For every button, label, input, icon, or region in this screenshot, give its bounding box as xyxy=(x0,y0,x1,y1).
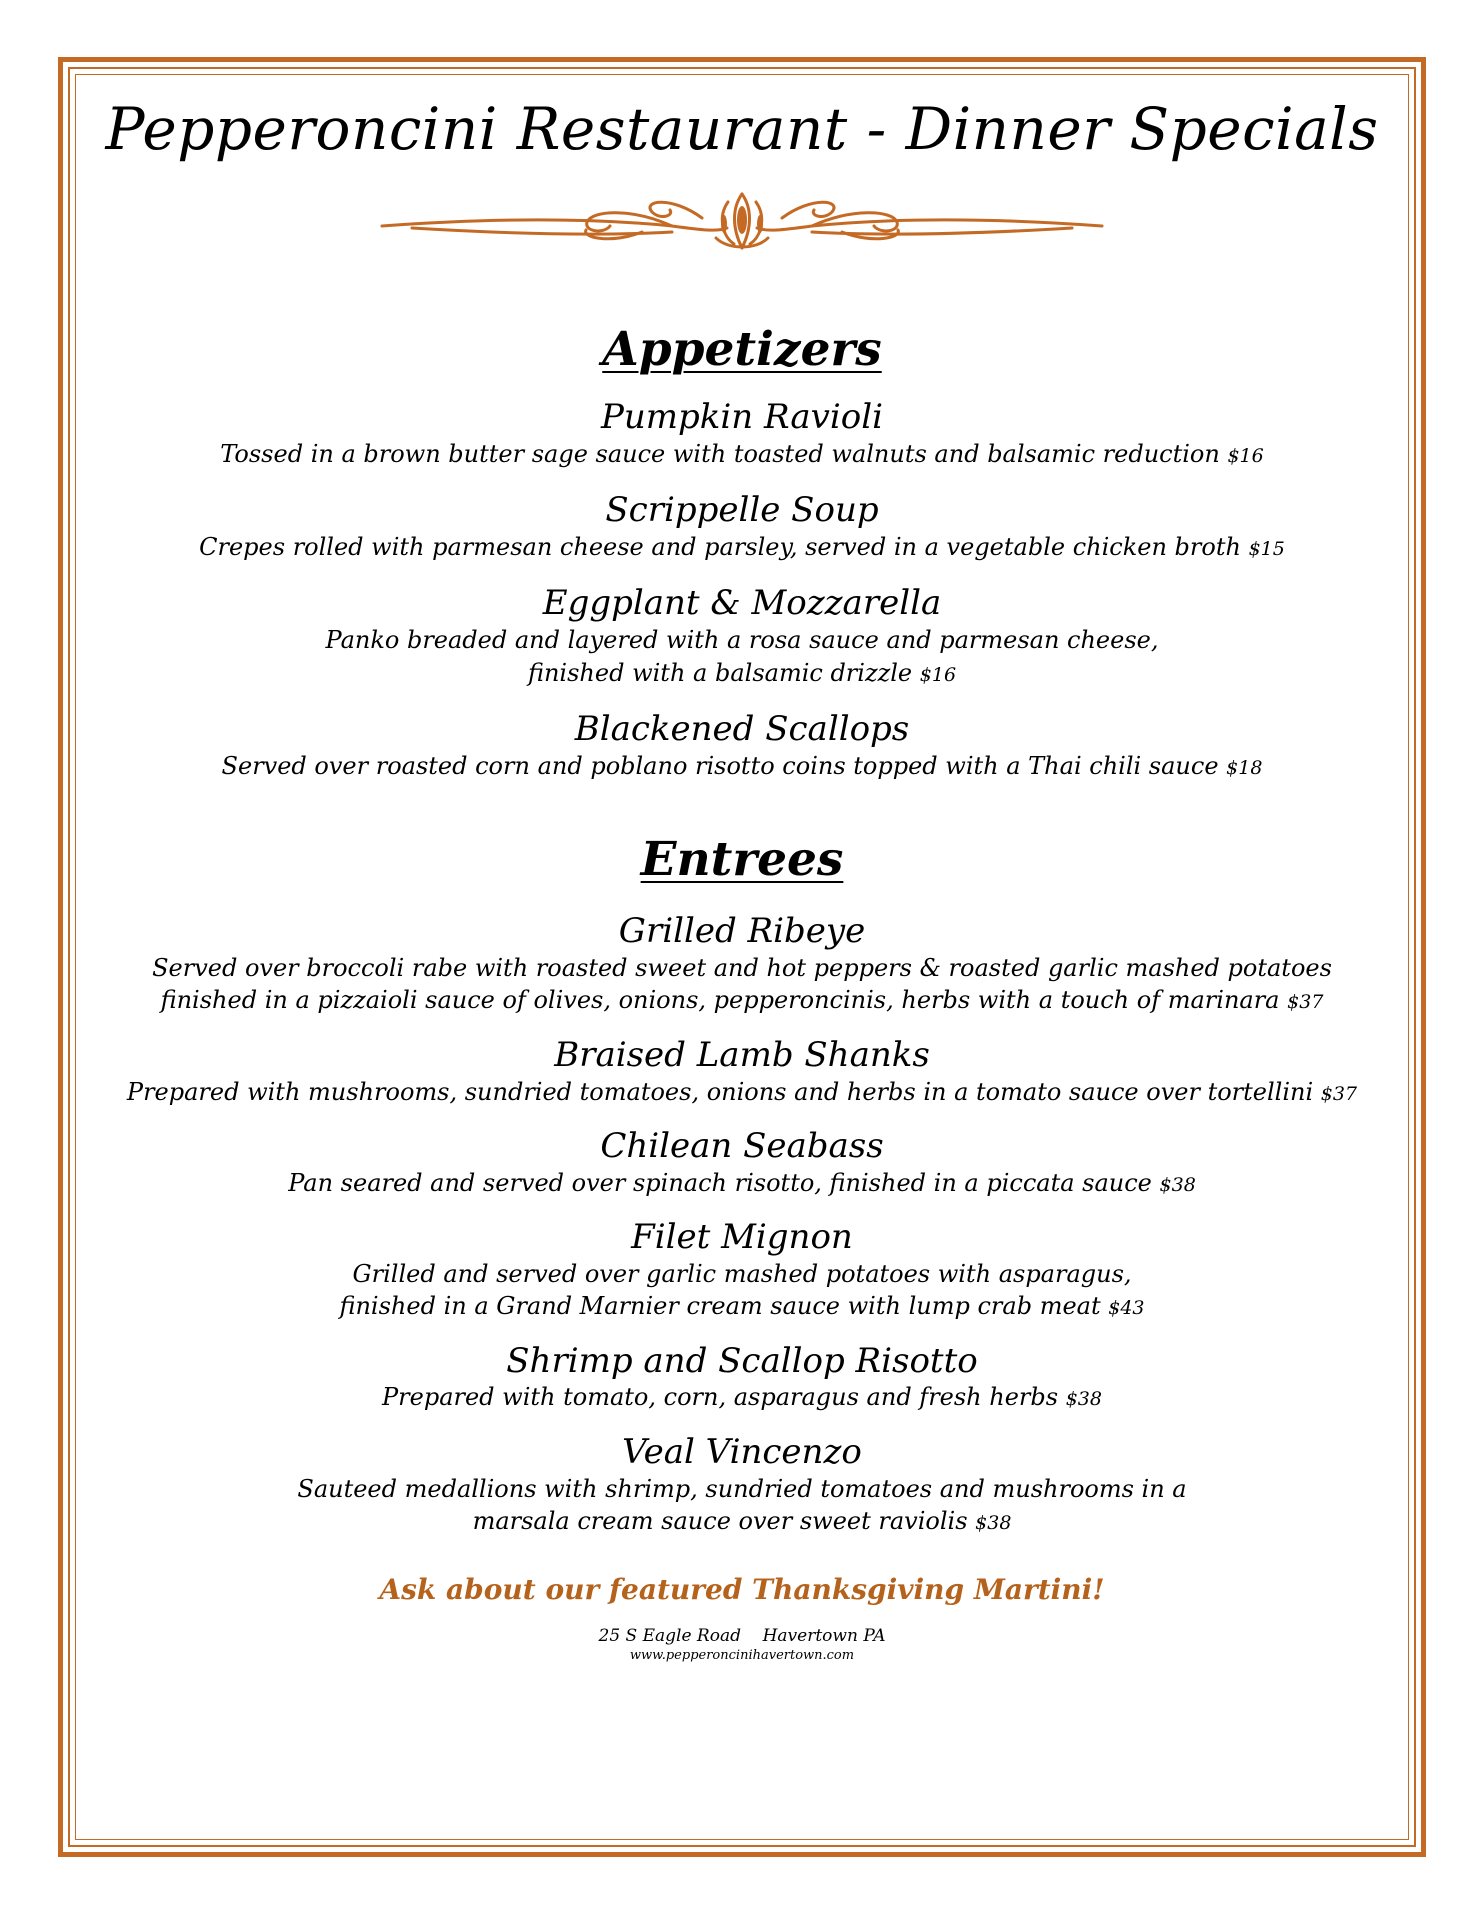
menu-item xyxy=(90,1341,1394,1414)
item-name: Blackened Scallops xyxy=(574,708,910,749)
item-name: Pumpkin Ravioli xyxy=(601,397,883,437)
menu-item xyxy=(90,1035,1394,1108)
item-description: Prepared with tomato, corn, asparagus and fresh herbs $38 xyxy=(382,1383,1102,1412)
menu-item xyxy=(90,1217,1394,1323)
item-description: Sauteed medallions with shrimp, sundried tomatoes and mushrooms in a marsala cream sauce over sweet raviolis $38 xyxy=(297,1474,1187,1536)
item-description: Grilled and served over garlic mashed potatoes with asparagus, finished in a Grand Marnier cream sauce with lump crab meat $43 xyxy=(339,1259,1145,1321)
item-name: Filet Mignon xyxy=(631,1217,853,1258)
item-name: Shrimp and Scallop Risotto xyxy=(506,1340,978,1381)
item-price: $38 xyxy=(1159,1173,1196,1196)
item-description: Prepared with mushrooms, sundried tomatoes, onions and herbs in a tomato sauce over tortellini $37 xyxy=(126,1077,1358,1106)
item-name: Chilean Seabass xyxy=(600,1125,884,1166)
decorative-flourish xyxy=(372,188,1112,256)
item-price: $38 xyxy=(975,1512,1012,1535)
appetizers-list xyxy=(90,397,1394,782)
item-name: Veal Vincenzo xyxy=(622,1431,862,1472)
item-price: $16 xyxy=(1227,444,1264,467)
menu-item xyxy=(90,1126,1394,1199)
item-name: Eggplant & Mozzarella xyxy=(542,583,942,624)
menu-item xyxy=(90,1432,1394,1538)
item-description: Panko breaded and layered with a rosa sauce and parmesan cheese, finished with a balsamic drizzle $16 xyxy=(325,626,1159,687)
footer-website: www.pepperoncinihavertown.com xyxy=(629,1648,855,1664)
menu-item xyxy=(90,911,1394,1017)
menu-item xyxy=(90,709,1394,782)
item-description: Pan seared and served over spinach risotto, finished in a piccata sauce $38 xyxy=(288,1168,1196,1197)
item-description: Served over broccoli rabe with roasted sweet and hot peppers & roasted garlic mashed potatoes finished in a pizzaioli sauce of olives, onions, pepperoncinis, herbs with a touch of marinara $37 xyxy=(152,953,1332,1015)
promo-text: Ask about our featured Thanksgiving Martini! xyxy=(379,1573,1105,1607)
footer-address: 25 S Eagle Road Havertown PA xyxy=(598,1626,886,1647)
item-description: Served over roasted corn and poblano risotto coins topped with a Thai chili sauce $18 xyxy=(221,751,1263,780)
item-name: Braised Lamb Shanks xyxy=(554,1034,930,1075)
item-description: Tossed in a brown butter sage sauce with toasted walnuts and balsamic reduction $16 xyxy=(220,439,1264,468)
item-price: $38 xyxy=(1065,1388,1102,1411)
page-title: Pepperoncini Restaurant - Dinner Specials xyxy=(105,95,1379,163)
menu-item xyxy=(90,397,1394,470)
item-price: $15 xyxy=(1248,537,1285,560)
item-price: $43 xyxy=(1108,1297,1145,1320)
item-price: $37 xyxy=(1287,991,1324,1014)
item-name: Scrippelle Soup xyxy=(605,490,879,531)
menu-item xyxy=(90,490,1394,563)
item-price: $18 xyxy=(1226,756,1263,779)
item-price: $37 xyxy=(1320,1082,1358,1105)
item-description: Crepes rolled with parmesan cheese and parsley, served in a vegetable chicken broth $15 xyxy=(199,532,1285,561)
section-title-entrees: Entrees xyxy=(640,832,844,888)
item-price: $16 xyxy=(919,663,957,686)
entrees-list xyxy=(90,911,1394,1537)
menu-item xyxy=(90,583,1394,689)
menu-content xyxy=(90,80,1394,1663)
section-title-appetizers: Appetizers xyxy=(602,322,882,377)
item-name: Grilled Ribeye xyxy=(618,911,866,952)
